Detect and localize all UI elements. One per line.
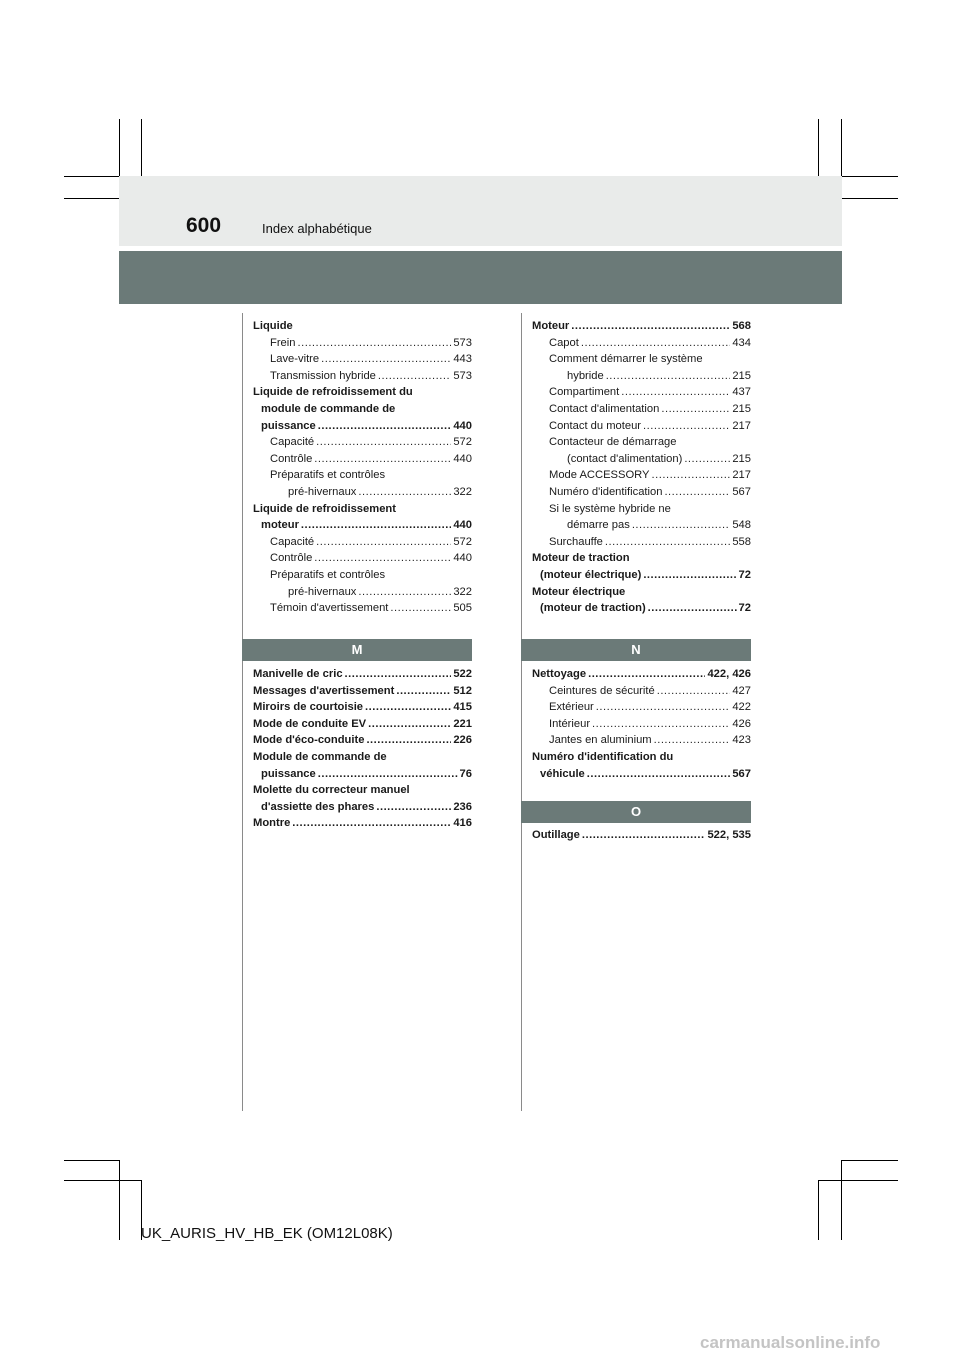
leader-dots — [684, 451, 730, 468]
index-term: module de commande de — [261, 402, 396, 415]
index-entry — [532, 716, 751, 733]
index-entry — [253, 368, 472, 385]
index-list-right-o — [532, 827, 751, 844]
index-entry — [532, 401, 751, 418]
index-entry — [532, 534, 751, 551]
leader-dots — [582, 827, 706, 844]
index-entry — [253, 517, 472, 534]
index-entry — [253, 782, 472, 799]
page-ref: 568 — [732, 320, 751, 332]
page-ref: 76 — [459, 767, 472, 780]
leader-dots — [358, 484, 451, 501]
index-entry — [532, 384, 751, 401]
section-letter-n: N — [521, 639, 751, 661]
page-ref: 548 — [732, 519, 751, 532]
index-term: Liquide de refroidissement — [253, 502, 396, 515]
watermark: carmanualsonline.info — [700, 1333, 881, 1352]
index-list-left-m — [253, 666, 472, 832]
index-entry — [532, 335, 751, 352]
index-entry — [532, 467, 751, 484]
index-entry — [532, 451, 751, 468]
section-letter-o: O — [521, 801, 751, 823]
page-ref: 423 — [732, 734, 751, 747]
index-term: puissance — [261, 767, 316, 780]
page-ref: 522 — [453, 668, 472, 680]
index-term: Contact du moteur — [549, 419, 642, 432]
index-entry — [253, 434, 472, 451]
index-entry — [532, 749, 751, 766]
page-ref: 415 — [453, 701, 472, 714]
leader-dots — [654, 732, 731, 749]
index-entry — [253, 467, 472, 484]
index-entry — [253, 699, 472, 716]
index-entry — [532, 699, 751, 716]
index-entry — [532, 683, 751, 700]
leader-dots — [376, 799, 451, 816]
index-entry — [532, 567, 751, 584]
index-entry — [253, 683, 472, 700]
crop-mark — [119, 1160, 120, 1240]
leader-dots — [316, 534, 451, 551]
index-entry — [532, 484, 751, 501]
index-term: Préparatifs et contrôles — [270, 469, 386, 482]
index-entry — [532, 732, 751, 749]
index-term: (contact d'alimentation) — [567, 452, 683, 465]
index-term: Contact d'alimentation — [549, 402, 660, 415]
leader-dots — [390, 600, 451, 617]
index-term: Préparatifs et contrôles — [270, 568, 386, 581]
index-list-left — [253, 318, 472, 617]
index-entry — [532, 584, 751, 601]
index-entry — [532, 418, 751, 435]
page-ref: 434 — [732, 336, 751, 349]
index-entry — [253, 335, 472, 352]
index-entry — [253, 451, 472, 468]
leader-dots — [318, 418, 452, 435]
leader-dots — [606, 368, 731, 385]
leader-dots — [605, 534, 730, 551]
leader-dots — [587, 766, 731, 783]
index-term: (moteur de traction) — [540, 602, 646, 615]
page-ref: 573 — [453, 336, 472, 349]
index-term: pré-hivernaux — [288, 485, 357, 498]
index-term: Capacité — [270, 535, 315, 548]
index-term: Comment démarrer le système — [549, 353, 703, 366]
page-ref: 422, 426 — [707, 668, 751, 680]
page-ref: 215 — [732, 402, 751, 415]
page-ref: 572 — [453, 436, 472, 449]
index-term: Extérieur — [549, 701, 594, 714]
index-term: Si le système hybride ne — [549, 502, 671, 515]
index-term: puissance — [261, 419, 316, 432]
index-term: Moteur de traction — [532, 552, 630, 565]
index-entry — [532, 434, 751, 451]
index-entry — [532, 351, 751, 368]
leader-dots — [316, 434, 451, 451]
leader-dots — [581, 335, 730, 352]
index-term: (moteur électrique) — [540, 568, 642, 581]
index-term: véhicule — [540, 767, 585, 780]
index-entry — [253, 815, 472, 832]
crop-mark — [818, 1180, 819, 1240]
index-term: Témoin d'avertissement — [270, 602, 389, 615]
page-number: 600 — [186, 214, 222, 237]
index-entry — [253, 799, 472, 816]
crop-mark — [841, 198, 898, 199]
index-term: Surchauffe — [549, 535, 603, 548]
index-entry — [253, 600, 472, 617]
index-entry — [532, 550, 751, 567]
index-term: Mode d'éco-conduite — [253, 734, 365, 747]
index-entry — [253, 318, 472, 335]
crop-mark — [841, 1160, 898, 1161]
leader-dots — [292, 815, 451, 832]
index-term: Mode de conduite EV — [253, 717, 367, 730]
index-list-right — [532, 318, 751, 617]
crop-mark — [841, 1160, 842, 1240]
index-entry — [253, 567, 472, 584]
index-entry — [253, 484, 472, 501]
index-term: Montre — [253, 817, 291, 830]
leader-dots — [314, 550, 451, 567]
leader-dots — [657, 683, 731, 700]
leader-dots — [298, 335, 452, 352]
index-entry — [253, 401, 472, 418]
leader-dots — [378, 368, 451, 385]
index-entry — [253, 766, 472, 783]
index-entry — [532, 501, 751, 518]
leader-dots — [664, 484, 730, 501]
index-term: Compartiment — [549, 386, 620, 399]
page-ref: 221 — [453, 717, 472, 730]
index-term: Contrôle — [270, 452, 313, 465]
index-entry — [532, 600, 751, 617]
page-ref: 437 — [732, 386, 751, 399]
index-entry — [253, 584, 472, 601]
page-ref: 422 — [732, 701, 751, 714]
index-term: Capacité — [270, 436, 315, 449]
index-term: Outillage — [532, 829, 580, 841]
leader-dots — [345, 666, 452, 683]
index-term: Frein — [270, 336, 296, 349]
leader-dots — [321, 351, 451, 368]
page-ref: 512 — [453, 684, 472, 697]
leader-dots — [596, 699, 731, 716]
index-entry — [253, 716, 472, 733]
crop-mark — [64, 1160, 120, 1161]
leader-dots — [648, 600, 737, 617]
index-entry — [532, 318, 751, 335]
leader-dots — [314, 451, 451, 468]
leader-dots — [358, 584, 451, 601]
index-term: Moteur — [532, 320, 570, 332]
index-entry — [253, 550, 472, 567]
page-ref: 236 — [453, 800, 472, 813]
index-term: Contacteur de démarrage — [549, 436, 677, 449]
index-entry — [253, 501, 472, 518]
crop-mark — [64, 198, 120, 199]
index-term: Jantes en aluminium — [549, 734, 652, 747]
index-list-right-n — [532, 666, 751, 782]
page-ref: 440 — [453, 519, 472, 532]
leader-dots — [318, 766, 458, 783]
index-entry — [253, 351, 472, 368]
index-term: démarre pas — [567, 519, 630, 532]
page-ref: 72 — [738, 602, 751, 615]
index-entry — [532, 766, 751, 783]
leader-dots — [661, 401, 730, 418]
page-ref: 426 — [732, 717, 751, 730]
leader-dots — [588, 666, 705, 683]
index-term: Module de commande de — [253, 750, 387, 763]
index-term: pré-hivernaux — [288, 585, 357, 598]
page-ref: 217 — [732, 469, 751, 482]
leader-dots — [366, 732, 451, 749]
leader-dots — [365, 699, 451, 716]
page-ref: 416 — [453, 817, 472, 830]
index-term: Numéro d'identification — [549, 485, 663, 498]
index-term: Liquide — [253, 320, 293, 332]
leader-dots — [396, 683, 451, 700]
page-ref: 505 — [453, 602, 472, 615]
column-rule-left — [242, 313, 243, 1111]
crop-mark — [64, 1180, 142, 1181]
index-term: hybride — [567, 369, 604, 382]
header-band — [119, 176, 842, 246]
leader-dots — [571, 318, 730, 335]
page-ref: 322 — [453, 485, 472, 498]
index-entry — [532, 517, 751, 534]
column-rule-right — [521, 313, 522, 1111]
page-ref: 427 — [732, 684, 751, 697]
page-ref: 322 — [453, 585, 472, 598]
crop-mark — [818, 1180, 898, 1181]
page-ref: 573 — [453, 369, 472, 382]
index-entry — [532, 666, 751, 683]
page-ref: 215 — [732, 369, 751, 382]
index-term: Mode ACCESSORY — [549, 469, 650, 482]
index-term: Capot — [549, 336, 579, 349]
leader-dots — [592, 716, 730, 733]
leader-dots — [643, 418, 730, 435]
page-ref: 558 — [732, 535, 751, 548]
header-dark-band — [119, 251, 842, 304]
leader-dots — [652, 467, 731, 484]
index-term: Transmission hybride — [270, 369, 376, 382]
index-entry — [253, 384, 472, 401]
page-ref: 226 — [453, 734, 472, 747]
page-ref: 522, 535 — [707, 829, 751, 841]
index-entry — [253, 749, 472, 766]
leader-dots — [643, 567, 736, 584]
index-term: Miroirs de courtoisie — [253, 701, 364, 714]
page-title: Index alphabétique — [262, 221, 372, 236]
index-term: d'assiette des phares — [261, 800, 375, 813]
page-ref: 440 — [453, 419, 472, 432]
manual-code: UK_AURIS_HV_HB_EK (OM12L08K) — [141, 1225, 393, 1242]
page-ref: 215 — [732, 452, 751, 465]
index-term: Contrôle — [270, 552, 313, 565]
leader-dots — [368, 716, 451, 733]
index-entry — [253, 534, 472, 551]
index-term: Intérieur — [549, 717, 591, 730]
index-term: Lave-vitre — [270, 353, 320, 366]
index-term: Manivelle de cric — [253, 668, 343, 680]
index-entry — [532, 368, 751, 385]
index-term: Ceintures de sécurité — [549, 684, 655, 697]
page-ref: 440 — [453, 552, 472, 565]
page-ref: 572 — [453, 535, 472, 548]
index-entry — [253, 732, 472, 749]
index-term: Numéro d'identification du — [532, 750, 674, 763]
index-term: Liquide de refroidissement du — [253, 386, 413, 399]
index-entry — [532, 827, 751, 844]
leader-dots — [621, 384, 730, 401]
leader-dots — [301, 517, 451, 534]
index-term: moteur — [261, 519, 299, 532]
page-ref: 217 — [732, 419, 751, 432]
page-ref: 72 — [738, 568, 751, 581]
page-ref: 440 — [453, 452, 472, 465]
index-term: Nettoyage — [532, 668, 587, 680]
index-entry — [253, 418, 472, 435]
page-ref: 567 — [732, 767, 751, 780]
leader-dots — [632, 517, 731, 534]
section-letter-m: M — [242, 639, 472, 661]
index-term: Moteur électrique — [532, 585, 626, 598]
page-ref: 443 — [453, 353, 472, 366]
index-term: Molette du correcteur manuel — [253, 784, 410, 797]
index-term: Messages d'avertissement — [253, 684, 395, 697]
index-entry — [253, 666, 472, 683]
page-ref: 567 — [732, 485, 751, 498]
